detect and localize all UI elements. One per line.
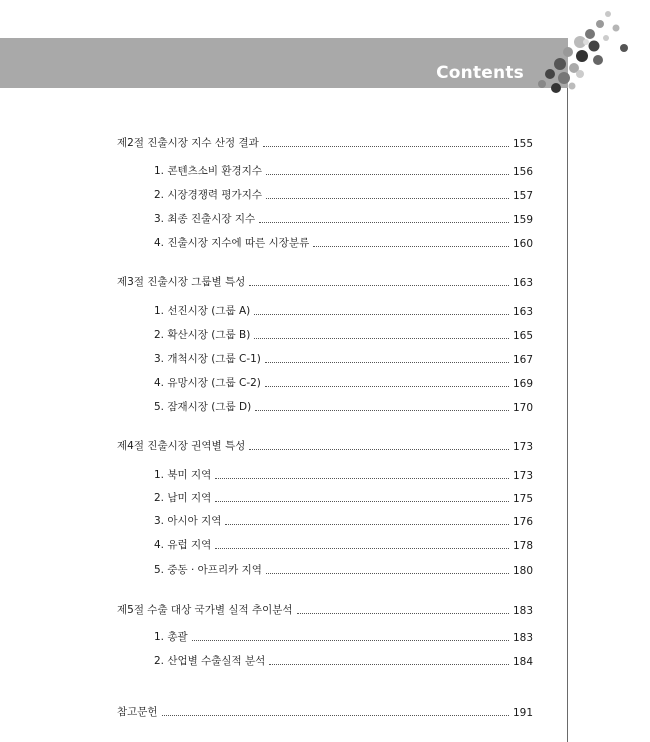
toc-page-number: 163 (512, 277, 533, 289)
toc-page-number: 175 (512, 493, 533, 505)
toc-subsection-entry[interactable] (154, 210, 533, 226)
dot-leader (254, 337, 509, 339)
toc-subsection-entry[interactable] (154, 536, 533, 552)
dot-leader (215, 547, 509, 549)
toc-subsection-entry[interactable] (154, 326, 533, 342)
dot-leader (259, 221, 509, 223)
toc-subsection-entry[interactable] (154, 466, 533, 482)
toc-page-number: 173 (512, 470, 533, 482)
toc-page-number: 156 (512, 166, 533, 178)
dot-leader (297, 612, 509, 614)
toc-subsection-entry[interactable] (154, 628, 533, 644)
toc-entry-label: 1. 선진시장 (그룹 A) (154, 305, 251, 317)
dot-leader (263, 145, 509, 147)
toc-subsection-entry[interactable] (154, 350, 533, 366)
dot-leader (269, 663, 509, 665)
toc-entry-label: 제2절 진출시장 지수 산정 결과 (117, 137, 259, 149)
toc-entry-label: 1. 북미 지역 (154, 469, 212, 481)
toc-page-number: 184 (512, 656, 533, 668)
toc-entry-label: 3. 최종 진출시장 지수 (154, 213, 256, 225)
toc-subsection-entry[interactable] (154, 374, 533, 390)
dot-leader (192, 639, 509, 641)
dot-leader (162, 714, 509, 716)
toc-section-entry[interactable] (117, 273, 533, 289)
dot-leader (266, 197, 509, 199)
toc-entry-label: 1. 콘텐츠소비 환경지수 (154, 165, 262, 177)
toc-subsection-entry[interactable] (154, 234, 533, 250)
toc-entry-label: 4. 유럽 지역 (154, 539, 212, 551)
toc-section-entry[interactable] (117, 601, 533, 617)
toc-entry-label: 4. 유망시장 (그룹 C-2) (154, 377, 261, 389)
toc-page-number: 180 (512, 565, 533, 577)
toc-subsection-entry[interactable] (154, 162, 533, 178)
toc-page-number: 170 (512, 402, 533, 414)
page-title: Contents (436, 63, 524, 83)
header-band (0, 38, 568, 88)
toc-entry-label: 참고문헌 (117, 706, 158, 718)
toc-entry-label: 2. 산업별 수출실적 분석 (154, 655, 266, 667)
toc-page-number: 167 (512, 354, 533, 366)
toc-page-number: 173 (512, 441, 533, 453)
toc-entry-label: 제3절 진출시장 그룹별 특성 (117, 276, 246, 288)
toc-page-number: 183 (512, 632, 533, 644)
toc-section-entry[interactable] (117, 703, 533, 719)
toc-page-number: 163 (512, 306, 533, 318)
toc-page-number: 157 (512, 190, 533, 202)
toc-entry-label: 3. 개척시장 (그룹 C-1) (154, 353, 261, 365)
toc-page-number: 165 (512, 330, 533, 342)
toc-entry-label: 2. 남미 지역 (154, 492, 212, 504)
toc-page-number: 169 (512, 378, 533, 390)
dot-leader (255, 409, 509, 411)
decorative-dots-icon (520, 2, 650, 102)
dot-leader (265, 361, 509, 363)
toc-subsection-entry[interactable] (154, 652, 533, 668)
dot-leader (254, 313, 509, 315)
vertical-rule (567, 88, 568, 742)
dot-leader (215, 477, 509, 479)
dot-leader (215, 500, 509, 502)
toc-page-number: 159 (512, 214, 533, 226)
dot-leader (249, 284, 509, 286)
toc-subsection-entry[interactable] (154, 512, 533, 528)
toc-entry-label: 제5절 수출 대상 국가별 실적 추이분석 (117, 604, 293, 616)
toc-page-number: 178 (512, 540, 533, 552)
toc-subsection-entry[interactable] (154, 561, 533, 577)
toc-entry-label: 3. 아시아 지역 (154, 515, 222, 527)
toc-subsection-entry[interactable] (154, 398, 533, 414)
toc-subsection-entry[interactable] (154, 302, 533, 318)
toc-subsection-entry[interactable] (154, 186, 533, 202)
toc-subsection-entry[interactable] (154, 489, 533, 505)
toc-entry-label: 4. 진출시장 지수에 따른 시장분류 (154, 237, 310, 249)
toc-entry-label: 2. 시장경쟁력 평가지수 (154, 189, 262, 201)
toc-page-number: 155 (512, 138, 533, 150)
toc-page-number: 191 (512, 707, 533, 719)
toc-entry-label: 5. 잠재시장 (그룹 D) (154, 401, 252, 413)
toc-entry-label: 2. 확산시장 (그룹 B) (154, 329, 251, 341)
dot-leader (225, 523, 509, 525)
toc-page-number: 183 (512, 605, 533, 617)
dot-leader (313, 245, 509, 247)
dot-leader (249, 448, 509, 450)
toc-section-entry[interactable] (117, 134, 533, 150)
toc-page-number: 160 (512, 238, 533, 250)
dot-leader (266, 173, 509, 175)
toc-entry-label: 5. 중동 · 아프리카 지역 (154, 564, 262, 576)
dot-leader (265, 385, 509, 387)
toc-entry-label: 1. 총괄 (154, 631, 188, 643)
toc-page-number: 176 (512, 516, 533, 528)
dot-leader (266, 572, 509, 574)
toc-section-entry[interactable] (117, 437, 533, 453)
toc-entry-label: 제4절 진출시장 권역별 특성 (117, 440, 246, 452)
